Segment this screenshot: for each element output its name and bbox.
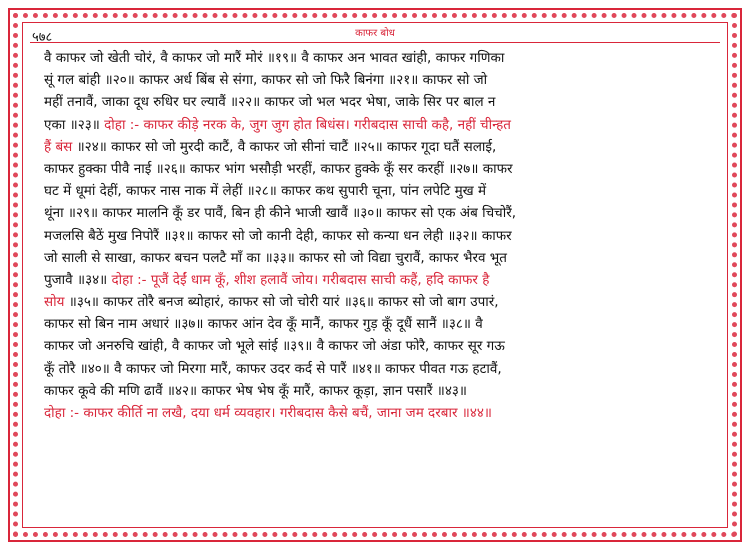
text-line	[44, 158, 708, 180]
verse-text: महीं तनावैं, जाका दूध रुधिर घर ल्यावैं ॥२२॥ काफर जो भल भदर भेषा, जाके सिर पर बाल न	[44, 94, 496, 111]
text-line	[44, 291, 708, 313]
text-line	[44, 180, 708, 202]
verse-text: सूं गल बांही ॥२०॥ काफर अर्ध बिंब से संगा, काफर सो जो फिरै बिनंगा ॥२१॥ काफर सो जो	[44, 72, 488, 89]
verse-text: ॥२४॥ काफर सो जो मुरदी काटैं, वै काफर जो सीनां चाटैं ॥२५॥ काफर गूदा घतैं सलाई,	[76, 138, 497, 155]
text-line	[44, 247, 708, 269]
text-line	[44, 47, 708, 69]
verse-text: जो साली से साखा, काफर बचन पलटै माँ का ॥३३॥ काफर सो जो विद्या चुरावैं, काफर भैरव भूत	[44, 249, 507, 266]
verse-text: काफर कूवे की मणि ढावैं ॥४२॥ काफर भेष भेष कूँ मारैं, काफर कूड़ा, ज्ञान पसारैं ॥४३॥	[44, 382, 468, 399]
page-number: ५७८	[32, 30, 53, 45]
verse-text: घट में धूमां देहीं, काफर नास नाक में लेहीं ॥२८॥ काफर कथ सुपारी चूना, पांन लपेटि मुख में	[44, 183, 487, 200]
verse-text: काफर सो बिन नाम अधारं ॥३७॥ काफर आंन देव कूँ मानैं, काफर गुड़ कूँ दूधैं सानैं ॥३८॥ वै	[44, 316, 483, 333]
verse-text: मजलसि बैठें मुख निपोरैं ॥३१॥ काफर सो जो कानी देही, काफर सो कन्या धन लेही ॥३२॥ काफर	[44, 227, 512, 244]
doha-text: हैं बंस	[44, 138, 77, 155]
header-rule	[30, 42, 720, 43]
text-line	[44, 202, 708, 224]
verse-text: ॥३५॥ काफर तोरै बनज ब्योहारं, काफर सो जो चोरी यारं ॥३६॥ काफर सो जो बाग उपारं,	[68, 294, 499, 311]
verse-text: कूँ तोरै ॥४०॥ वै काफर जो मिरगा मारैं, काफर उदर कर्द से पारैं ॥४१॥ काफर पीवत गऊ हटावैं,	[44, 360, 502, 377]
doha-text: दोहा :- काफर कीड़े नरक के, जुग जुग होत बिधंस। गरीबदास साची कहै, नहीं चीन्हत	[104, 116, 511, 133]
verse-text: थूंना ॥२९॥ काफर मालनि कूँ डर पावैं, बिन ही कीने भाजी खावैं ॥३०॥ काफर सो एक अंब चिचोरैं,	[44, 205, 517, 222]
text-line	[44, 225, 708, 247]
text-line	[44, 402, 708, 424]
text-line	[44, 269, 708, 291]
text-line	[44, 91, 708, 113]
text-line	[44, 136, 708, 158]
verse-text: पुजावै ॥३४॥	[44, 271, 112, 288]
text-line	[44, 313, 708, 335]
verse-text: एका ॥२३॥	[44, 116, 105, 133]
verse-text: काफर हुक्का पीवै नाई ॥२६॥ काफर भांग भसौड़ी भरहीं, काफर हुक्के कूँ सर करहीं ॥२७॥ काफर	[44, 160, 513, 177]
text-line	[44, 335, 708, 357]
text-line	[44, 114, 708, 136]
text-line	[44, 358, 708, 380]
verse-text: काफर जो अनरुचि खांही, वै काफर जो भूले सांई ॥३९॥ वै काफर जो अंडा फोरै, काफर सूर गऊ	[44, 338, 505, 355]
verse-text: वै काफर जो खेती चोरं, वै काफर जो मारैं मोरं ॥१९॥ वै काफर अन भावत खांही, काफर गणिका	[44, 50, 505, 66]
verse-text-block	[44, 47, 708, 424]
running-header: काफर बोध	[355, 28, 395, 39]
doha-text: दोहा :- काफर कीर्ति ना लखै, दया धर्म व्यवहार। गरीबदास कैसे बचैं, जाना जम दरबार ॥४४॥	[44, 405, 492, 421]
doha-text: सोय	[44, 294, 69, 311]
doha-text: दोहा :- पूजैं देईं धाम कूँ, शीश हलावैं जोय। गरीबदास साची कहैं, हदि काफर है	[111, 271, 490, 288]
text-line	[44, 69, 708, 91]
text-line	[44, 380, 708, 402]
